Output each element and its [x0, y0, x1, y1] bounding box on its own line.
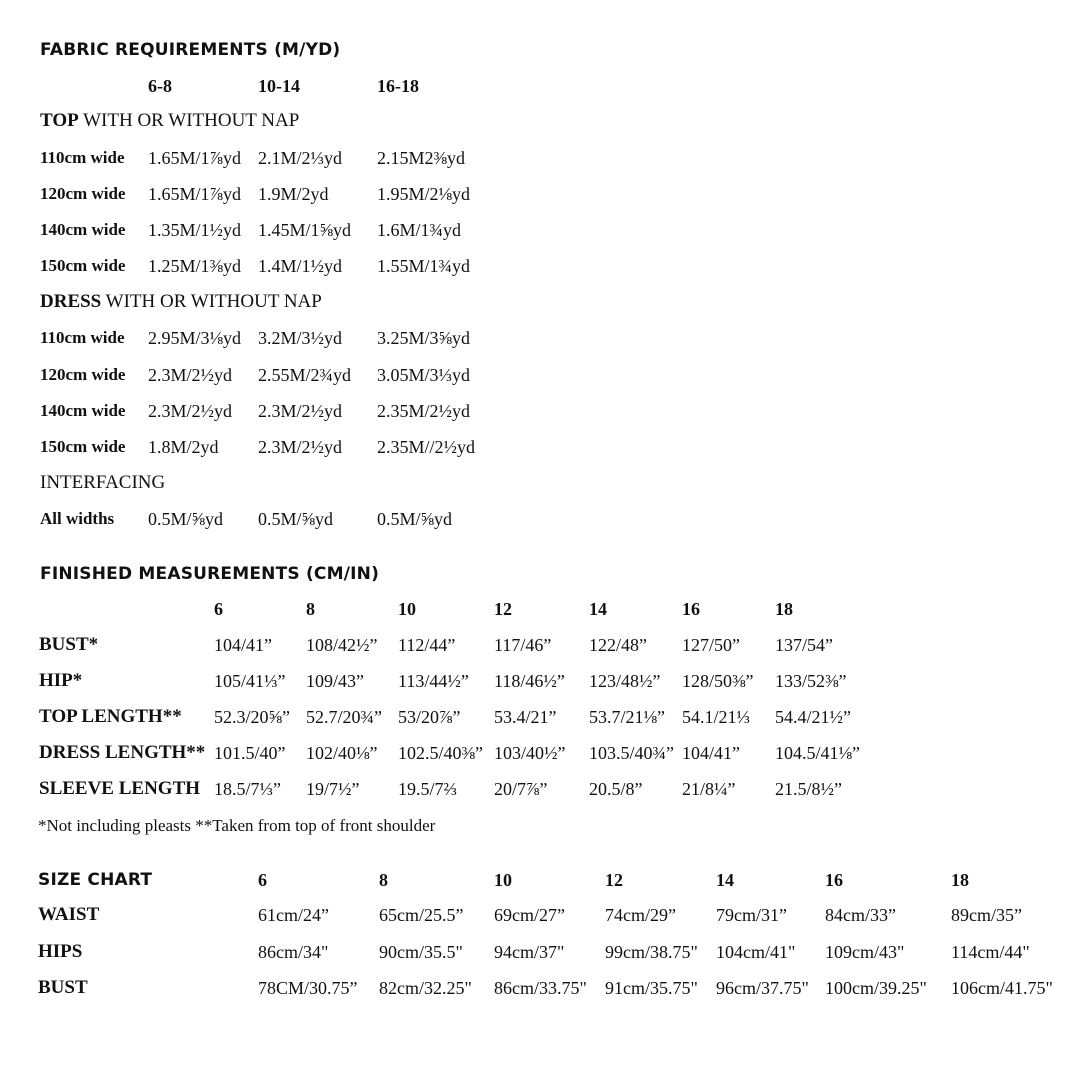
- value-cell: 69cm/27”: [494, 905, 565, 925]
- size-chart-header-row: [0, 868, 1080, 898]
- value-cell: 2.95M/3⅛yd: [148, 328, 242, 348]
- row-label: DRESS LENGTH**: [39, 742, 206, 763]
- row-label: 140cm wide: [40, 220, 126, 239]
- fabric-row: [0, 182, 1080, 212]
- row-label: TOP LENGTH**: [39, 706, 182, 727]
- value-cell: 117/46”: [494, 635, 552, 655]
- value-cell: 2.1M/2⅓yd: [258, 148, 343, 168]
- size-header: 12: [494, 599, 512, 619]
- size-header: 10: [398, 599, 416, 619]
- size-header: 18: [775, 599, 793, 619]
- value-cell: 74cm/29”: [605, 905, 676, 925]
- value-cell: 109/43”: [306, 671, 364, 691]
- row-label: 120cm wide: [40, 365, 126, 384]
- value-cell: 94cm/37": [494, 942, 565, 962]
- top-title-suffix: WITH OR WITHOUT NAP: [78, 110, 300, 131]
- size-header: 6: [214, 599, 223, 619]
- value-cell: 102.5/40⅜”: [398, 743, 483, 763]
- top-section-title: [40, 109, 299, 133]
- value-cell: 19.5/7⅔: [398, 779, 458, 799]
- size-header: 14: [589, 599, 607, 619]
- value-cell: 127/50”: [682, 635, 740, 655]
- value-cell: 52.7/20¾”: [306, 707, 382, 727]
- row-label: BUST: [38, 977, 88, 998]
- value-cell: 1.9M/2yd: [258, 184, 329, 204]
- fabric-row: [0, 399, 1080, 429]
- row-label: 110cm wide: [40, 328, 125, 347]
- value-cell: 96cm/37.75": [716, 978, 809, 998]
- size-chart-heading: SIZE CHART: [38, 870, 153, 890]
- fabric-requirements-heading: FABRIC REQUIREMENTS (M/YD): [40, 40, 341, 60]
- footnote: *Not including pleasts **Taken from top of front shoulder: [38, 816, 436, 835]
- value-cell: 1.6M/1¾yd: [377, 220, 462, 240]
- row-label: 110cm wide: [40, 148, 125, 167]
- value-cell: 133/52⅜”: [775, 671, 847, 691]
- value-cell: 100cm/39.25": [825, 978, 927, 998]
- finished-measurements-heading: FINISHED MEASUREMENTS (CM/IN): [40, 564, 380, 584]
- value-cell: 104/41”: [214, 635, 272, 655]
- value-cell: 101.5/40”: [214, 743, 286, 763]
- value-cell: 1.4M/1½yd: [258, 256, 343, 276]
- value-cell: 53.7/21⅛”: [589, 707, 665, 727]
- row-label: WAIST: [38, 904, 100, 925]
- value-cell: 106cm/41.75": [951, 978, 1053, 998]
- size-header: 10: [494, 870, 512, 890]
- value-cell: 90cm/35.5": [379, 942, 463, 962]
- value-cell: 52.3/20⅝”: [214, 707, 290, 727]
- value-cell: 1.35M/1½yd: [148, 220, 242, 240]
- finished-row-dress-length: [0, 741, 1080, 771]
- value-cell: 99cm/38.75": [605, 942, 698, 962]
- value-cell: 1.8M/2yd: [148, 437, 219, 457]
- value-cell: 1.95M/2⅛yd: [377, 184, 471, 204]
- value-cell: 0.5M/⅝yd: [258, 509, 334, 529]
- fabric-row: [0, 507, 1080, 537]
- row-label: SLEEVE LENGTH: [39, 778, 201, 799]
- dress-section-title: [40, 290, 322, 314]
- row-label: 140cm wide: [40, 401, 126, 420]
- value-cell: 113/44½”: [398, 671, 469, 691]
- value-cell: 103/40½”: [494, 743, 566, 763]
- size-header: 16-18: [377, 76, 419, 96]
- fabric-size-header-row: [0, 74, 1080, 104]
- row-label: HIPS: [38, 941, 83, 962]
- size-header: 6-8: [148, 76, 172, 96]
- value-cell: 103.5/40¾”: [589, 743, 674, 763]
- value-cell: 1.45M/1⅝yd: [258, 220, 352, 240]
- value-cell: 61cm/24”: [258, 905, 329, 925]
- size-header: 6: [258, 870, 267, 890]
- value-cell: 3.25M/3⅝yd: [377, 328, 471, 348]
- value-cell: 54.4/21½”: [775, 707, 851, 727]
- value-cell: 20/7⅞”: [494, 779, 548, 799]
- top-title: TOP: [40, 110, 79, 131]
- value-cell: 3.05M/3⅓yd: [377, 365, 471, 385]
- fabric-row: [0, 146, 1080, 176]
- size-header: 12: [605, 870, 623, 890]
- value-cell: 1.25M/1⅜yd: [148, 256, 242, 276]
- value-cell: 21.5/8½”: [775, 779, 842, 799]
- value-cell: 21/8¼”: [682, 779, 736, 799]
- value-cell: 104/41”: [682, 743, 740, 763]
- value-cell: 53/20⅞”: [398, 707, 461, 727]
- dress-title-suffix: WITH OR WITHOUT NAP: [101, 291, 322, 312]
- value-cell: 19/7½”: [306, 779, 360, 799]
- fabric-row: [0, 218, 1080, 248]
- value-cell: 2.3M/2½yd: [148, 365, 233, 385]
- value-cell: 3.2M/3½yd: [258, 328, 343, 348]
- value-cell: 1.55M/1¾yd: [377, 256, 471, 276]
- size-chart-row-hips: [0, 940, 1080, 970]
- value-cell: 118/46½”: [494, 671, 565, 691]
- finished-row-bust: [0, 633, 1080, 663]
- value-cell: 65cm/25.5”: [379, 905, 464, 925]
- row-label: 120cm wide: [40, 184, 126, 203]
- finished-row-hip: [0, 669, 1080, 699]
- value-cell: 79cm/31”: [716, 905, 787, 925]
- value-cell: 104cm/41": [716, 942, 796, 962]
- size-header: 8: [306, 599, 315, 619]
- value-cell: 1.65M/1⅞yd: [148, 184, 242, 204]
- finished-row-top-length: [0, 705, 1080, 735]
- value-cell: 112/44”: [398, 635, 456, 655]
- value-cell: 84cm/33”: [825, 905, 896, 925]
- value-cell: 104.5/41⅛”: [775, 743, 860, 763]
- value-cell: 86cm/33.75": [494, 978, 587, 998]
- fabric-row: [0, 435, 1080, 465]
- value-cell: 89cm/35”: [951, 905, 1022, 925]
- dress-title: DRESS: [40, 291, 102, 312]
- value-cell: 53.4/21”: [494, 707, 557, 727]
- fabric-row: [0, 326, 1080, 356]
- value-cell: 78CM/30.75”: [258, 978, 358, 998]
- size-header: 18: [951, 870, 969, 890]
- interfacing-section-title: INTERFACING: [40, 472, 166, 493]
- value-cell: 102/40⅛”: [306, 743, 378, 763]
- value-cell: 86cm/34": [258, 942, 329, 962]
- value-cell: 2.3M/2½yd: [258, 437, 343, 457]
- size-header: 8: [379, 870, 388, 890]
- value-cell: 2.55M/2¾yd: [258, 365, 352, 385]
- value-cell: 122/48”: [589, 635, 647, 655]
- value-cell: 82cm/32.25": [379, 978, 472, 998]
- fabric-row: [0, 254, 1080, 284]
- value-cell: 114cm/44": [951, 942, 1030, 962]
- size-header: 16: [825, 870, 843, 890]
- value-cell: 2.35M/2½yd: [377, 401, 471, 421]
- finished-size-header-row: [0, 597, 1080, 627]
- size-header: 16: [682, 599, 700, 619]
- size-chart-row-waist: [0, 903, 1080, 933]
- row-label: 150cm wide: [40, 256, 126, 275]
- row-label: BUST*: [39, 634, 99, 655]
- value-cell: 2.15M2⅜yd: [377, 148, 466, 168]
- value-cell: 123/48½”: [589, 671, 661, 691]
- value-cell: 2.35M//2½yd: [377, 437, 476, 457]
- size-chart-row-bust: [0, 976, 1080, 1006]
- value-cell: 91cm/35.75": [605, 978, 698, 998]
- row-label: 150cm wide: [40, 437, 126, 456]
- value-cell: 2.3M/2½yd: [258, 401, 343, 421]
- value-cell: 109cm/43": [825, 942, 905, 962]
- row-label: HIP*: [39, 670, 83, 691]
- value-cell: 18.5/7⅓”: [214, 779, 281, 799]
- size-header: 14: [716, 870, 734, 890]
- value-cell: 0.5M/⅝yd: [148, 509, 224, 529]
- value-cell: 2.3M/2½yd: [148, 401, 233, 421]
- value-cell: 108/42½”: [306, 635, 378, 655]
- value-cell: 105/41⅓”: [214, 671, 286, 691]
- row-label: All widths: [40, 509, 115, 528]
- value-cell: 54.1/21⅓: [682, 707, 751, 727]
- value-cell: 137/54”: [775, 635, 833, 655]
- value-cell: 20.5/8”: [589, 779, 643, 799]
- value-cell: 128/50⅜”: [682, 671, 754, 691]
- value-cell: 0.5M/⅝yd: [377, 509, 453, 529]
- value-cell: 1.65M/1⅞yd: [148, 148, 242, 168]
- fabric-row: [0, 363, 1080, 393]
- finished-row-sleeve-length: [0, 777, 1080, 807]
- size-header: 10-14: [258, 76, 300, 96]
